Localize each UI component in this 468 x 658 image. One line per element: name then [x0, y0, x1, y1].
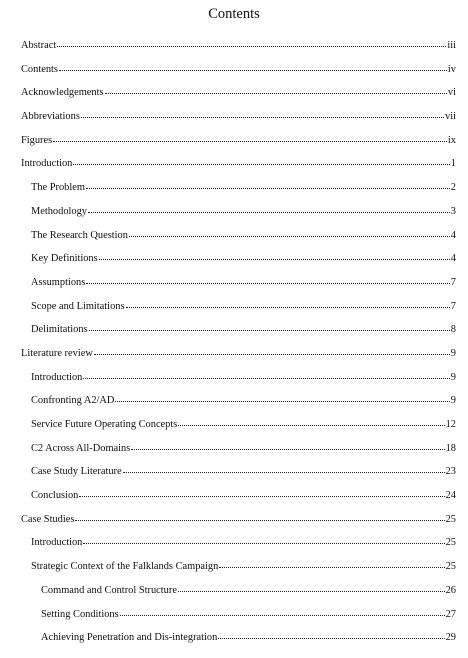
toc-entry-page-number: iii: [447, 40, 456, 51]
toc-entry[interactable]: [21, 607, 456, 631]
toc-entry-label: Introduction: [31, 371, 83, 383]
dot-leader: [81, 109, 444, 119]
dot-leader: [86, 275, 450, 285]
toc-entry-label: The Problem: [31, 182, 85, 194]
toc-entry[interactable]: [21, 299, 456, 323]
dot-leader: [88, 204, 450, 214]
toc-entry[interactable]: [21, 62, 456, 86]
toc-entry[interactable]: [21, 85, 456, 109]
toc-entry-label: Abstract: [21, 40, 57, 51]
toc-entry-page-number: 9: [450, 347, 456, 359]
dot-leader: [73, 156, 449, 166]
toc-entry-page-number: 9: [450, 395, 456, 407]
toc-entry-label: The Research Question: [31, 229, 128, 241]
toc-entry[interactable]: [21, 204, 456, 228]
dot-leader: [218, 630, 444, 640]
toc-entry[interactable]: [21, 275, 456, 299]
toc-entry-page-number: vi: [447, 87, 456, 99]
toc-entry-page-number: 9: [450, 371, 456, 383]
toc-entry-label: Strategic Context of the Falklands Campaign: [31, 561, 219, 573]
toc-entry-label: Abbreviations: [21, 111, 80, 123]
toc-entry[interactable]: [21, 38, 456, 62]
toc-entry-label: Service Future Operating Concepts: [31, 419, 178, 430]
toc-entry-label: Assumptions: [31, 276, 86, 288]
dot-leader: [219, 559, 444, 569]
toc-entry-label: Conclusion: [31, 490, 79, 502]
dot-leader: [99, 251, 450, 261]
toc-entry[interactable]: [21, 393, 456, 417]
toc-entry-label: Scope and Limitations: [31, 300, 125, 312]
dot-leader: [178, 417, 444, 427]
dot-leader: [126, 299, 450, 309]
dot-leader: [59, 62, 447, 72]
toc-entry-page-number: iv: [447, 63, 456, 75]
toc-entry-page-number: 25: [445, 513, 456, 525]
dot-leader: [131, 441, 444, 451]
toc-entry-page-number: 29: [445, 632, 456, 644]
toc-entry[interactable]: [21, 464, 456, 488]
toc-entry-label: Case Studies: [21, 513, 75, 525]
toc-entry-label: Figures: [21, 134, 53, 146]
toc-entry-page-number: vii: [445, 111, 456, 123]
toc-entry-label: Achieving Penetration and Dis-integration: [41, 632, 218, 644]
toc-entry[interactable]: [21, 346, 456, 370]
dot-leader: [57, 38, 446, 48]
toc-entry[interactable]: [21, 441, 456, 465]
toc-entry-label: Acknowledgements: [21, 87, 104, 99]
dot-leader: [94, 346, 450, 356]
toc-entry-label: Delimitations: [31, 324, 88, 336]
toc-entry[interactable]: [21, 488, 456, 512]
toc-entry[interactable]: [21, 109, 456, 133]
table-of-contents: [21, 38, 456, 654]
dot-leader: [83, 370, 449, 380]
toc-entry[interactable]: [21, 630, 456, 654]
toc-entry-label: C2 Across All-Domains: [31, 442, 131, 454]
toc-entry[interactable]: [21, 133, 456, 157]
toc-entry-label: Command and Control Structure: [41, 584, 177, 596]
toc-entry-label: Case Study Literature: [31, 466, 122, 478]
toc-entry-page-number: 26: [445, 584, 456, 596]
toc-entry-page-number: 12: [445, 419, 456, 430]
toc-entry-label: Setting Conditions: [41, 608, 119, 620]
toc-entry[interactable]: [21, 156, 456, 180]
dot-leader: [120, 607, 445, 617]
toc-entry-page-number: 7: [450, 300, 456, 312]
toc-entry-page-number: 27: [445, 608, 456, 620]
toc-entry[interactable]: [21, 512, 456, 536]
toc-entry[interactable]: [21, 180, 456, 204]
toc-entry[interactable]: [21, 322, 456, 346]
toc-entry[interactable]: [21, 535, 456, 559]
toc-entry[interactable]: [21, 251, 456, 275]
dot-leader: [129, 228, 450, 238]
toc-entry-page-number: 8: [450, 324, 456, 336]
toc-entry-label: Contents: [21, 63, 58, 75]
toc-entry-page-number: 4: [450, 253, 456, 265]
dot-leader: [79, 488, 444, 498]
toc-entry-page-number: 23: [445, 466, 456, 478]
toc-entry-label: Confronting A2/AD: [31, 395, 115, 407]
dot-leader: [83, 535, 444, 545]
dot-leader: [105, 85, 447, 95]
dot-leader: [86, 180, 450, 190]
toc-entry-label: Key Definitions: [31, 253, 98, 265]
toc-entry-page-number: 7: [450, 276, 456, 288]
dot-leader: [53, 133, 447, 143]
page-title: Contents: [208, 6, 260, 22]
toc-entry-page-number: 18: [445, 442, 456, 454]
toc-entry-page-number: 25: [445, 561, 456, 573]
dot-leader: [89, 322, 450, 332]
toc-entry-page-number: ix: [447, 134, 456, 146]
dot-leader: [115, 393, 449, 403]
toc-entry[interactable]: [21, 228, 456, 252]
toc-entry-page-number: 2: [450, 182, 456, 194]
toc-entry[interactable]: [21, 583, 456, 607]
dot-leader: [123, 464, 445, 474]
toc-entry-label: Methodology: [31, 205, 87, 217]
toc-entry-page-number: 25: [445, 537, 456, 549]
toc-entry-page-number: 3: [450, 205, 456, 217]
toc-entry-page-number: 24: [445, 490, 456, 502]
dot-leader: [75, 512, 444, 522]
toc-entry-label: Introduction: [31, 537, 83, 549]
toc-entry-page-number: 1: [450, 158, 456, 170]
toc-entry[interactable]: [21, 559, 456, 583]
toc-entry-label: Literature review: [21, 347, 93, 359]
toc-entry[interactable]: [21, 370, 456, 394]
toc-entry[interactable]: [21, 417, 456, 441]
toc-entry-label: Introduction: [21, 158, 73, 170]
dot-leader: [178, 583, 445, 593]
toc-entry-page-number: 4: [450, 229, 456, 241]
